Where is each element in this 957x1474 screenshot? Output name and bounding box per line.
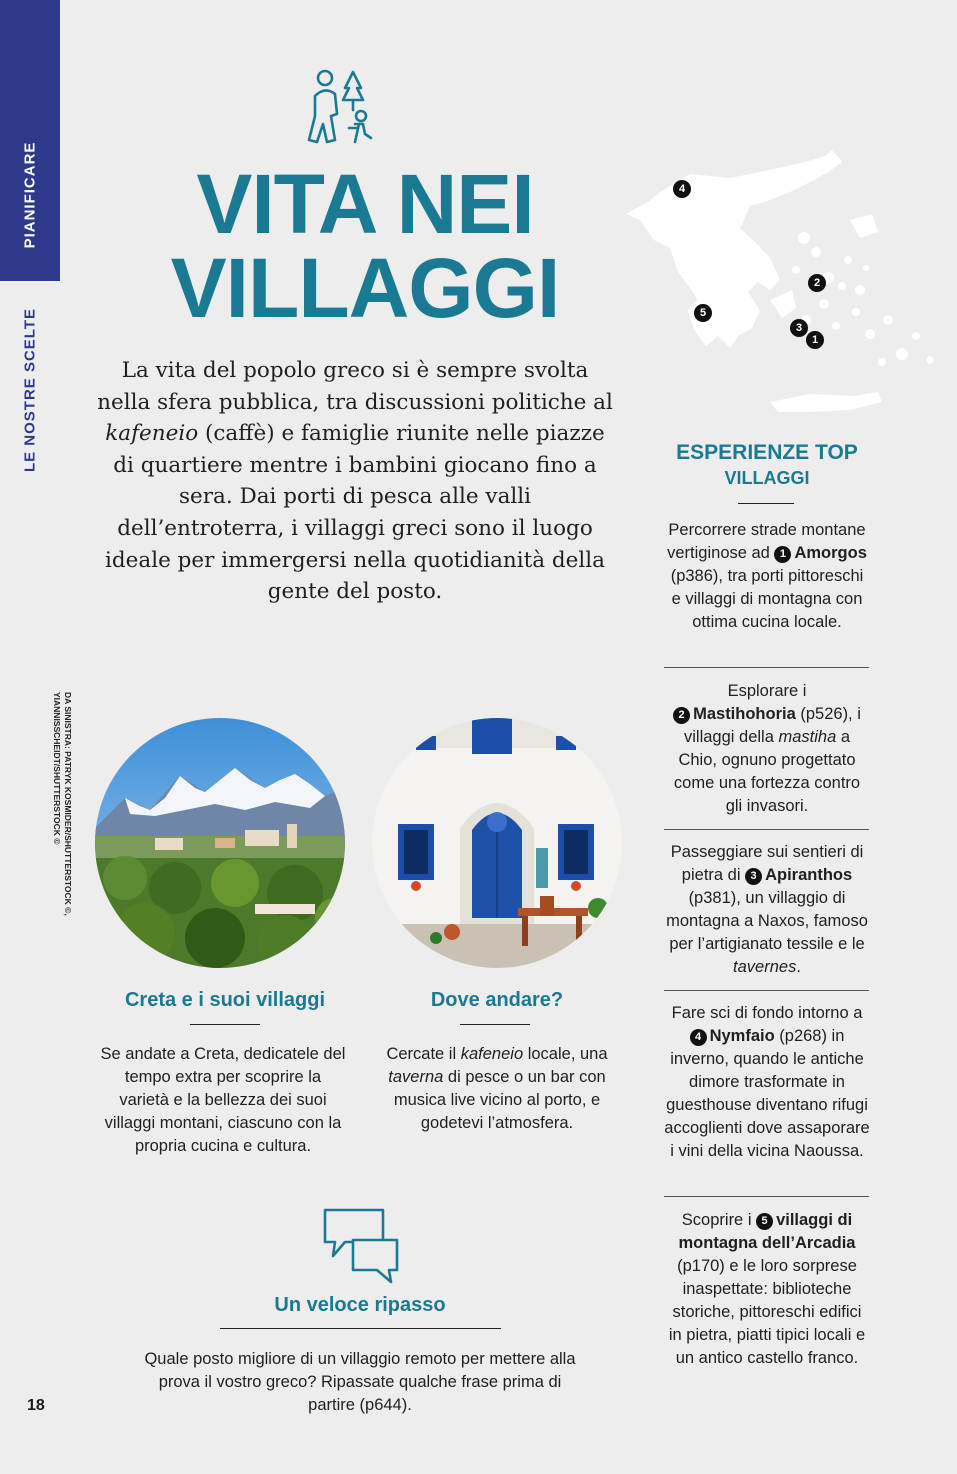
- exp2-number-badge: 2: [673, 707, 690, 724]
- exp2-text-1: Esplorare i: [727, 682, 807, 700]
- experiences-heading: [662, 440, 872, 490]
- chat-bubbles-icon: [323, 1208, 399, 1284]
- exp2-italic: mastiha: [778, 728, 837, 746]
- divider: [664, 667, 869, 668]
- section-tab: [0, 0, 60, 281]
- photo-credit-text: DA SINISTRA: PATRYK KOSMIDER/SHUTTERSTOCK ©, YIANNISSCHEIDT/SHUTTERSTOCK ©: [52, 692, 73, 916]
- ripasso-heading: Un veloce ripasso: [274, 1294, 446, 1316]
- exp2-text-3: a Chio, ognuno progettato come una fortezza contro gli invasori.: [673, 728, 861, 815]
- experience-item-4: [664, 1002, 870, 1163]
- title-line-2: VILLAGGI: [170, 241, 560, 335]
- experience-item-3: [664, 841, 870, 979]
- subsection-tab: [0, 292, 60, 487]
- exp5-text-1: Scoprire i: [681, 1211, 757, 1229]
- photo-credit: [47, 692, 77, 972]
- experience-item-5: [664, 1209, 870, 1370]
- crete-village-photo: [95, 718, 345, 968]
- exp3-text-1: Passeggiare sui sentieri di pietra di: [670, 843, 864, 884]
- exp3-place-name: Apiranthos: [765, 866, 853, 884]
- exp3-number-badge: 3: [745, 868, 762, 885]
- exp4-text-2: (p268) in inverno, quando le antiche dimore trasformate in guesthouse diventano rifugi accoglienti dove assaporare i vini della vicina Naoussa.: [664, 1027, 870, 1160]
- dove-italic-2: taverna: [388, 1068, 444, 1086]
- map-marker-2: 2: [808, 274, 826, 292]
- exp3-text-3: .: [796, 958, 801, 976]
- experiences-heading-line-1: ESPERIENZE TOP: [676, 441, 858, 464]
- intro-text-2: (caffè) e famiglie riunite nelle piazze di quartiere mentre i bambini giocano fino a sera. Dai porti di pesca alle valli dell’entroterra, i villaggi greci sono il luogo ideale per immergersi nella quotidianità della gente del posto.: [105, 421, 605, 605]
- map-marker-5: 5: [694, 304, 712, 322]
- greece-map: [620, 140, 940, 420]
- experience-item-2: [664, 680, 870, 818]
- heading-divider: [738, 503, 794, 504]
- exp5-number-badge: 5: [756, 1213, 773, 1230]
- ripasso-text: Quale posto migliore di un villaggio remoto per mettere alla prova il vostro greco? Ripassate qualche frase prima di partire (p644).: [144, 1350, 576, 1414]
- dove-text: [374, 1043, 620, 1135]
- exp4-number-badge: 4: [690, 1029, 707, 1046]
- exp3-italic: tavernes: [733, 958, 797, 976]
- creta-heading: Creta e i suoi villaggi: [124, 989, 326, 1011]
- exp3-text-2: (p381), un villaggio di montagna a Naxos, famoso per l’artigianato tessile e le: [666, 889, 868, 953]
- section-tab-label: PIANIFICARE: [21, 141, 39, 249]
- exp2-text-2: (p526), i villaggi della: [683, 705, 861, 746]
- intro-italic: kafeneio: [105, 421, 199, 447]
- greek-house-photo: [372, 718, 622, 968]
- exp1-text-1: Percorrere strade montane vertiginose ad: [667, 521, 866, 562]
- dove-text-3: di pesce o un bar con musica live vicino al porto, e godetevi l’atmosfera.: [393, 1068, 606, 1132]
- exp1-number-badge: 1: [774, 546, 791, 563]
- dove-text-2: locale, una: [523, 1045, 608, 1063]
- subsection-tab-label: LE NOSTRE SCELTE: [21, 307, 39, 472]
- exp2-place-name: Mastihohoria: [693, 705, 796, 723]
- map-marker-4: 4: [673, 180, 691, 198]
- map-marker-3: 3: [790, 319, 808, 337]
- experiences-heading-line-2: VILLAGGI: [724, 468, 810, 488]
- dove-italic-1: kafeneio: [460, 1045, 524, 1063]
- page-title: [150, 157, 580, 335]
- map-marker-1: 1: [806, 331, 824, 349]
- experience-item-1: [664, 519, 870, 634]
- creta-text: Se andate a Creta, dedicatele del tempo extra per scoprire la varietà e la bellezza dei suoi villaggi montani, ciascuno con la propria cucina e cultura.: [100, 1045, 346, 1155]
- divider: [664, 1196, 869, 1197]
- exp5-place-name: villaggi di montagna dell’Arcadia: [678, 1211, 856, 1252]
- family-outdoors-icon: [305, 66, 381, 146]
- greece-map-shape: [620, 140, 940, 420]
- dove-text-1: Cercate il: [386, 1045, 461, 1063]
- creta-divider: [190, 1024, 260, 1025]
- exp4-text-1: Fare sci di fondo intorno a: [671, 1004, 863, 1022]
- exp1-place-name: Amorgos: [794, 544, 867, 562]
- exp4-place-name: Nymfaio: [709, 1027, 775, 1045]
- title-line-1: VITA NEI: [196, 157, 534, 251]
- intro-text-1: La vita del popolo greco si è sempre svolta nella sfera pubblica, tra discussioni politiche al: [97, 358, 613, 415]
- exp5-text-2: (p170) e le loro sorprese inaspettate: biblioteche storiche, pittoreschi edifici in pietra, piatti tipici locali e un antico castello franco.: [668, 1257, 866, 1367]
- dove-divider: [460, 1024, 530, 1025]
- exp1-text-2: (p386), tra porti pittoreschi e villaggi di montagna con ottima cucina locale.: [670, 567, 864, 631]
- divider: [664, 829, 869, 830]
- intro-paragraph: [95, 355, 615, 608]
- dove-heading: Dove andare?: [430, 989, 564, 1011]
- divider: [664, 990, 869, 991]
- page-number: 18: [27, 1397, 45, 1414]
- ripasso-divider: [220, 1328, 501, 1329]
